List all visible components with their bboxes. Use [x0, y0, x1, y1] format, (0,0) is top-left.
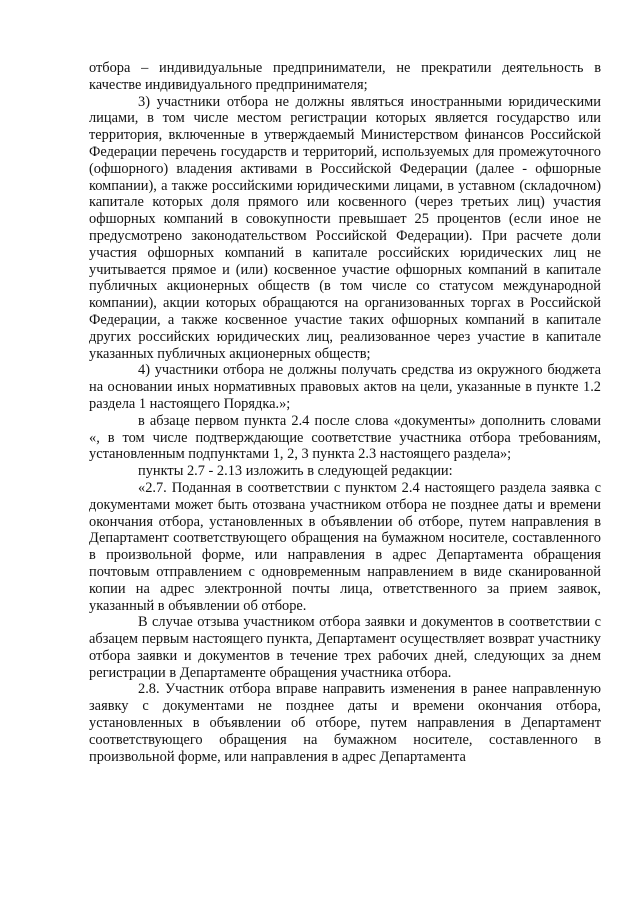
document-body: [89, 60, 601, 765]
paragraph-points-2-7-2-13: пункты 2.7 - 2.13 изложить в следующей редакции:: [138, 463, 453, 480]
paragraph-withdrawal-case: В случае отзыва участником отбора заявки и документов в соответствии с абзацем первым настоящего пункта, Департамент осуществляет возврат участнику отбора заявки и документов в течение трех рабочих дней, следующих за днем регистрации в Департаменте обращения участника отбора.: [89, 614, 601, 681]
paragraph-item-3: 3) участники отбора не должны являться иностранными юридическими лицами, в том числе местом регистрации которых является государство или территория, включенные в утверждаемый Министерством финансов Российской Федерации перечень государств и территорий, используемых для промежуточного (офшорного) владения активами в Российской Федерации (далее - офшорные компании), а также российскими юридическими лицами, в уставном (складочном) капитале которых доля прямого или косвенного (через третьих лиц) участия офшорных компаний в совокупности превышает 25 процентов (если иное не предусмотрено законодательством Российской Федерации). При расчете доли участия офшорных компаний в капитале российских юридических лиц не учитывается прямое и (или) косвенное участие офшорных компаний в капитале публичных акционерных обществ (в том числе со статусом международной компании), акции которых обращаются на организованных торгах в Российской Федерации, а также косвенное участие таких офшорных компаний в капитале других российских юридических лиц, реализованное через участие в капитале указанных публичных акционерных обществ;: [89, 93, 601, 362]
paragraph-item-4: 4) участники отбора не должны получать средства из окружного бюджета на основании иных нормативных правовых актов на цели, указанные в пункте 1.2 раздела 1 настоящего Порядка.»;: [89, 362, 601, 412]
paragraph-amendment-2-4: в абзаце первом пункта 2.4 после слова «документы» дополнить словами «, в том числе подтверждающие соответствие участника отбора требованиям, установленным подпунктами 1, 2, 3 пункта 2.3 настоящего раздела»;: [89, 412, 601, 463]
paragraph-2-8: 2.8. Участник отбора вправе направить изменения в ранее направленную заявку с документами не позднее даты и времени окончания отбора, установленных в объявлении об отборе, путем направления в Департамент соответствующего обращения на бумажном носителе, составленного в произвольной форме, или направления в адрес Департамента: [89, 681, 601, 765]
paragraph-continuation: отбора – индивидуальные предприниматели, не прекратили деятельность в качестве индивидуального предпринимателя;: [89, 60, 601, 93]
paragraph-2-7: «2.7. Поданная в соответствии с пунктом 2.4 настоящего раздела заявка с документами может быть отозвана участником отбора не позднее даты и времени окончания отбора, установленных в объявлении об отборе, путем направления в Департамент соответствующего обращения на бумажном носителе, составленного в произвольной форме, или направления в адрес Департамента обращения почтовым отправлением с одновременным направлением в виде сканированной копии на адрес электронной почты лица, ответственного за прием заявок, указанный в объявлении об отборе.: [89, 479, 601, 614]
